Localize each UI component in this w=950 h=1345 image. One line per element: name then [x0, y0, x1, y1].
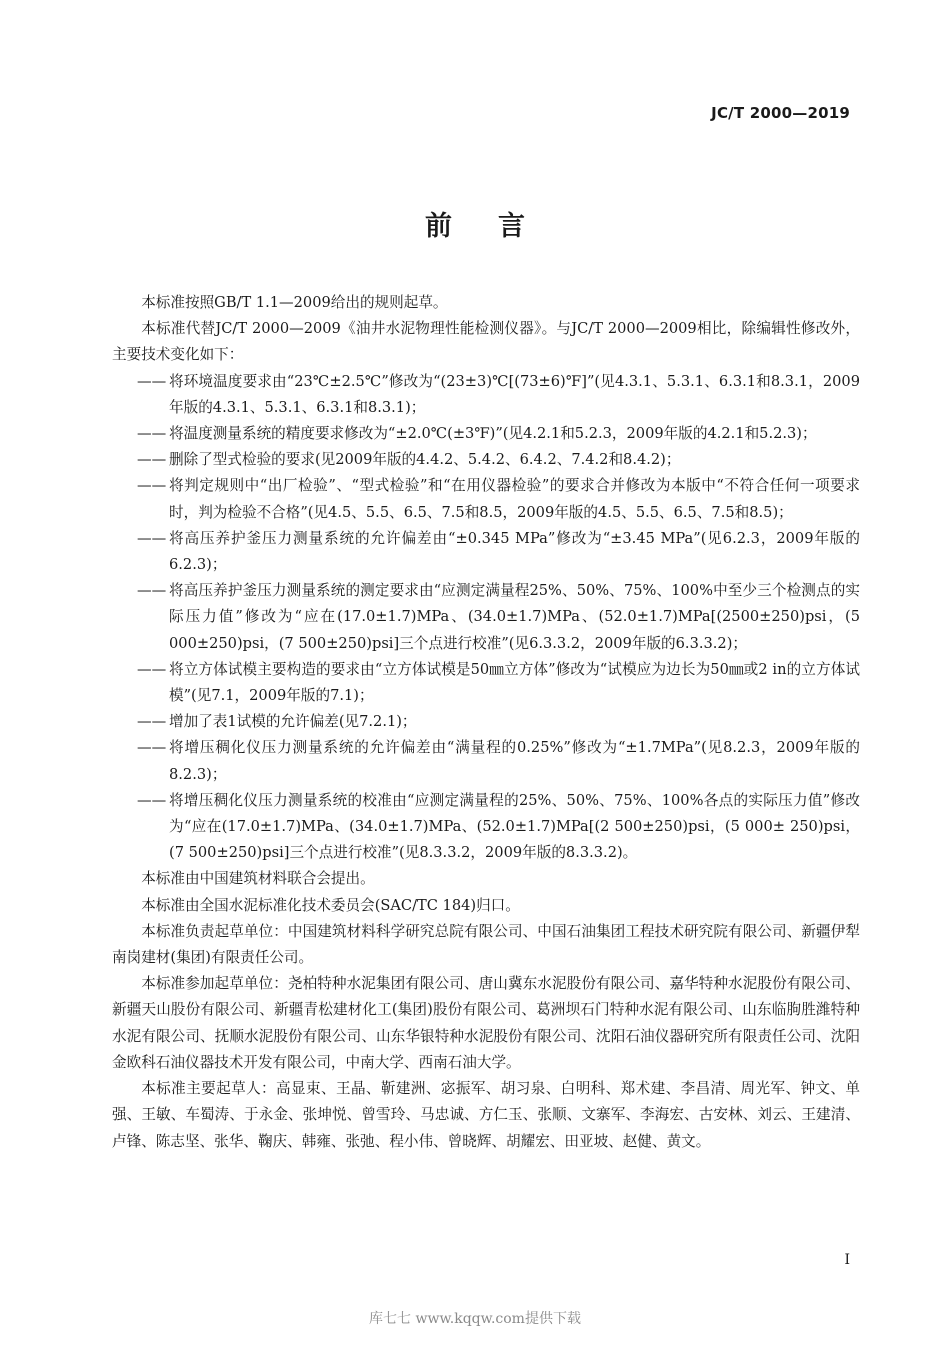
- change-text: 将增压稠化仪压力测量系统的校准由“应测定满量程的25%、50%、75%、100%各点的实际压力值”修改为“应在(17.0±1.7)MPa、(34.0±1.7)MPa、(52.0±1.7)MPa[(2 500±250)psi，(5 000± 250)psi，(7 500±250)psi]三个点进行校准”(见8.3.3.2，2009年版的8.3.3.2)。: [169, 791, 860, 862]
- dash-marker: ——: [137, 451, 167, 469]
- change-text: 删除了型式检验的要求(见2009年版的4.4.2、5.4.2、6.4.2、7.4.2和8.4.2)；: [169, 451, 681, 469]
- change-item: [112, 578, 860, 657]
- change-item: [112, 369, 860, 421]
- change-item: [112, 421, 860, 447]
- change-item: [112, 473, 860, 525]
- dash-marker: ——: [137, 791, 167, 809]
- dash-marker: ——: [137, 372, 167, 390]
- change-text: 将判定规则中“出厂检验”、“型式检验”和“在用仪器检验”的要求合并修改为本版中“不符合任何一项要求时，判为检验不合格”(见4.5、5.5、6.5、7.5和8.5，2009年版的4.5、5.5、6.5、7.5和8.5)；: [169, 477, 860, 521]
- intro-paragraph: 本标准按照GB/T 1.1—2009给出的规则起草。: [141, 294, 448, 311]
- change-text: 将立方体试模主要构造的要求由“立方体试模是50㎜立方体”修改为“试模应为边长为50㎜或2 in的立方体试模”(见7.1，2009年版的7.1)；: [169, 660, 860, 705]
- change-item: [112, 735, 860, 787]
- change-text: 将增压稠化仪压力测量系统的允许偏差由“满量程的0.25%”修改为“±1.7MPa”(见8.2.3，2009年版的8.2.3)；: [169, 739, 860, 783]
- committee-paragraph: 本标准由全国水泥标准化技术委员会(SAC/TC 184)归口。: [141, 896, 520, 914]
- download-footer: 库七七 www.kqqw.com提供下载: [369, 1311, 581, 1327]
- change-item: [112, 657, 860, 709]
- change-text: 将高压养护釜压力测量系统的允许偏差由“±0.345 MPa”修改为“±3.45 MPa”(见6.2.3，2009年版的6.2.3)；: [169, 529, 860, 574]
- change-text: 增加了表1试模的允许偏差(见7.2.1)；: [169, 713, 417, 731]
- dash-marker: ——: [137, 739, 167, 757]
- change-text: 将高压养护釜压力测量系统的测定要求由“应测定满量程25%、50%、75%、100%中至少三个检测点的实际压力值”修改为“应在(17.0±1.7)MPa、(34.0±1.7)MPa、(52.0±1.7)MPa[(2500±250)psi，(5 000±250)psi，(7 500±250)psi]三个点进行校准”(见6.3.3.2，2009年版的6.3.3.2)；: [169, 582, 860, 652]
- preface-body: [112, 290, 860, 1155]
- dash-marker: ——: [137, 529, 167, 547]
- intro-paragraph: 本标准代替JC/T 2000—2009《油井水泥物理性能检测仪器》。与JC/T 2000—2009相比，除编辑性修改外，主要技术变化如下：: [112, 320, 860, 364]
- dash-marker: ——: [137, 582, 167, 600]
- change-item: [112, 788, 860, 867]
- page-title: 前言: [425, 211, 571, 242]
- proposer-paragraph: 本标准由中国建筑材料联合会提出。: [141, 870, 375, 888]
- dash-marker: ——: [137, 713, 167, 731]
- standard-code: JC/T 2000—2019: [711, 104, 850, 122]
- change-list: [112, 369, 860, 867]
- dash-marker: ——: [137, 425, 167, 443]
- change-item: [112, 526, 860, 578]
- dash-marker: ——: [137, 660, 167, 678]
- change-item: [112, 447, 860, 473]
- dash-marker: ——: [137, 477, 167, 495]
- change-item: [112, 709, 860, 735]
- change-text: 将环境温度要求由“23℃±2.5℃”修改为“(23±3)℃[(73±6)℉]”(见4.3.1、5.3.1、6.3.1和8.3.1，2009年版的4.3.1、5.3.1、6.3.1和8.3.1)；: [169, 372, 860, 416]
- change-text: 将温度测量系统的精度要求修改为“±2.0℃(±3℉)”(见4.2.1和5.2.3，2009年版的4.2.1和5.2.3)；: [169, 425, 817, 443]
- page-number: I: [844, 1252, 850, 1268]
- participating-units-paragraph: 本标准参加起草单位：尧柏特种水泥集团有限公司、唐山冀东水泥股份有限公司、嘉华特种水泥股份有限公司、新疆天山股份有限公司、新疆青松建材化工(集团)股份有限公司、葛洲坝石门特种水泥有限公司、山东临朐胜潍特种水泥有限公司、抚顺水泥股份有限公司、山东华银特种水泥股份有限公司、沈阳石油仪器研究所有限责任公司、沈阳金欧科石油仪器技术开发有限公司，中南大学、西南石油大学。: [112, 975, 860, 1071]
- main-drafters-paragraph: 本标准主要起草人：高显束、王晶、靳建洲、宓振军、胡习泉、白明科、郑术建、李昌清、周光军、钟文、单强、王敏、车蜀涛、于永金、张坤悦、曾雪玲、马忠诚、方仁玉、张顺、文寨军、李海宏、古安林、刘云、王建清、卢锋、陈志坚、张华、鞠庆、韩雍、张弛、程小伟、曾晓辉、胡耀宏、田亚坡、赵健、黄文。: [112, 1080, 860, 1150]
- lead-drafters-paragraph: 本标准负责起草单位：中国建筑材料科学研究总院有限公司、中国石油集团工程技术研究院有限公司、新疆伊犁南岗建材(集团)有限责任公司。: [112, 922, 860, 967]
